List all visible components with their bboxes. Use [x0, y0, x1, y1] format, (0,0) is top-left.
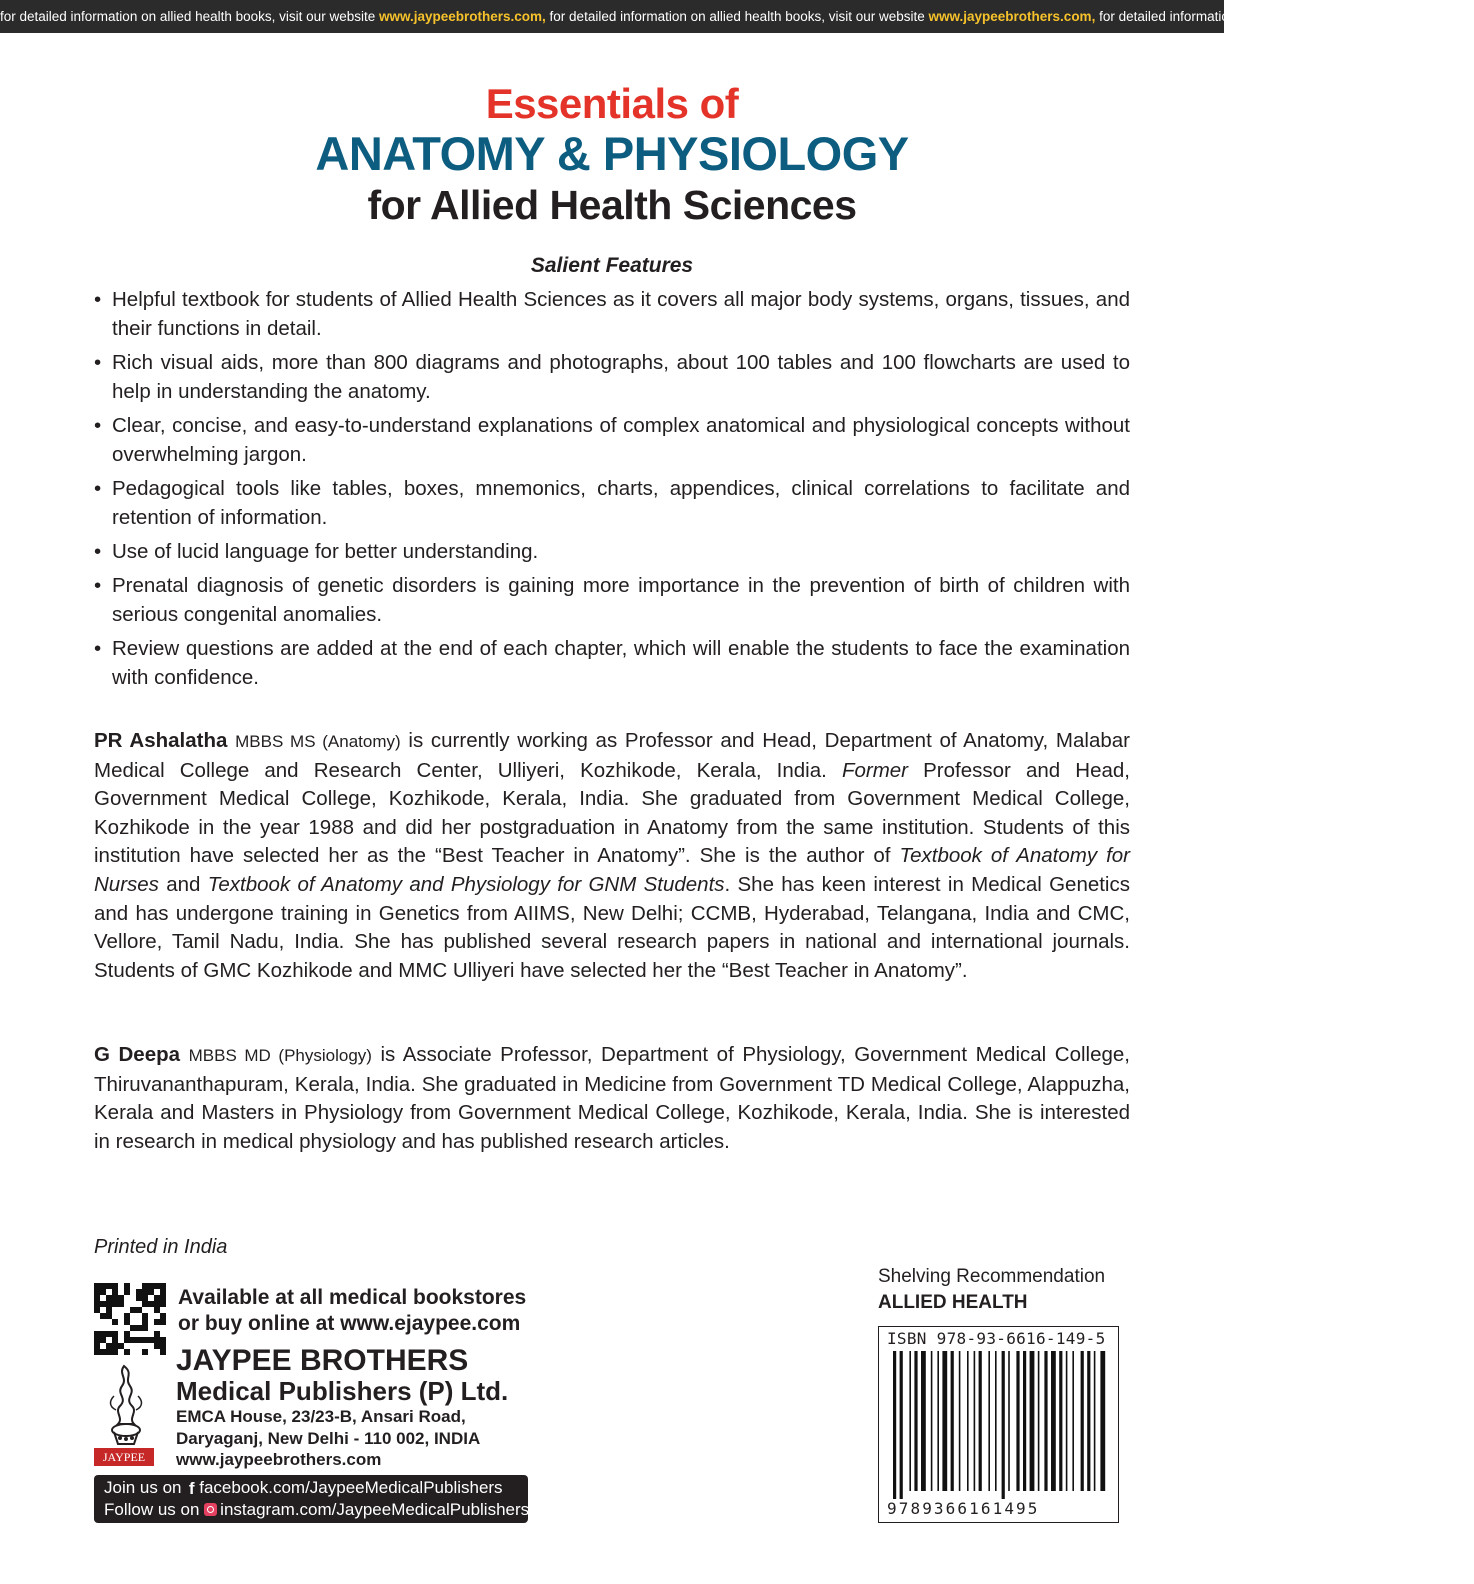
isbn-text: ISBN 978-93-6616-149-5 — [887, 1329, 1106, 1348]
publisher-name: JAYPEE BROTHERS — [176, 1344, 469, 1377]
barcode-bar — [1087, 1351, 1090, 1491]
author-1-degrees: MBBS MS (Anatomy) — [235, 732, 401, 751]
banner-text: for detailed information on allied health books, visit our website — [0, 9, 379, 24]
feature-item: • Review questions are added at the end of each chapter, which will enable the students to face the examination with confidence. — [94, 634, 1130, 692]
author-1-bio — [94, 727, 1130, 985]
availability-line-2: or buy online at www.ejaypee.com — [178, 1312, 521, 1335]
barcode-bar — [979, 1351, 982, 1491]
barcode-bar — [1008, 1351, 1010, 1491]
barcode-icon — [891, 1351, 1108, 1499]
barcode-bar — [967, 1351, 969, 1491]
author-2-bio — [94, 1041, 1130, 1156]
instagram-link[interactable]: instagram.com/JaypeeMedicalPublishers — [220, 1500, 530, 1519]
author-1-bio-text: . She has keen interest in Medical Genetics and has undergone training in Genetics from AIIMS, New Delhi; CCMB, Hyderabad, Telangana, India and CMC, Vellore, Tamil Nadu, India. She has published several research papers in national and international journals. Students of GMC Kozhikode and MMC Ulliyeri have selected her the “Best Teacher in Anatomy”. — [94, 872, 1130, 982]
barcode-bar — [995, 1351, 997, 1491]
barcode-bar — [1030, 1351, 1035, 1491]
author-1-book-2: Textbook of Anatomy and Physiology for GNM Students — [207, 872, 725, 896]
availability-text — [178, 1285, 526, 1337]
feature-item: • Clear, concise, and easy-to-understand explanations of complex anatomical and physiological concepts without overwhelming jargon. — [94, 411, 1130, 469]
banner-website-link[interactable]: www.jaypeebrothers.com, — [378, 9, 546, 24]
barcode-bar — [974, 1351, 976, 1491]
printed-in-india: Printed in India — [94, 1236, 228, 1258]
shelving-value: ALLIED HEALTH — [878, 1292, 1028, 1313]
publisher-website-link[interactable]: www.jaypeebrothers.com — [176, 1450, 382, 1469]
barcode-bar — [988, 1351, 990, 1491]
barcode-bar — [1002, 1351, 1005, 1499]
title-line-2: ANATOMY & PHYSIOLOGY — [315, 127, 909, 180]
banner-website-link[interactable]: www.jaypeebrothers.com, — [928, 9, 1096, 24]
barcode-bar — [937, 1351, 939, 1491]
social-box — [94, 1475, 528, 1523]
shelving-label: Shelving Recommendation — [878, 1266, 1106, 1287]
ean-digits: 9789366161495 — [887, 1499, 1040, 1518]
instagram-row — [104, 1499, 528, 1521]
author-1-bio-text: and — [158, 872, 208, 896]
top-banner — [0, 0, 1474, 33]
facebook-link[interactable]: facebook.com/JaypeeMedicalPublishers — [199, 1478, 503, 1497]
barcode-bar — [1081, 1351, 1084, 1491]
instagram-prefix: Follow us on — [104, 1500, 200, 1519]
barcode-bar — [921, 1351, 926, 1491]
author-1-book-1: Textbook of Anatomy for Nurses — [94, 844, 1131, 896]
barcode-bar — [1059, 1351, 1062, 1491]
instagram-icon — [204, 1503, 217, 1516]
title-line-3: for Allied Health Sciences — [367, 182, 857, 228]
isbn-barcode — [878, 1326, 1119, 1523]
barcode-bar — [959, 1351, 961, 1491]
facebook-prefix: Join us on — [104, 1478, 182, 1497]
author-2-degrees: MBBS MD (Physiology) — [188, 1046, 372, 1065]
author-1-bio-text: is currently working as Professor and Head, Department of Anatomy, Malabar Medical College and Research Center, Ulliyeri, Kozhikode, Kerala, India. — [94, 729, 1130, 782]
publisher-subname: Medical Publishers (P) Ltd. — [176, 1376, 509, 1406]
author-1-former: Former — [841, 758, 909, 782]
author-1-bio-text: Professor and Head, Government Medical College, Kozhikode, Kerala, India. She graduated from Government Medical College, Kozhikode in the year 1988 and did her postgraduation in Anatomy from the same institution. Students of this institution have selected her as the “Best Teacher in Anatomy”. She is the author of — [94, 758, 1130, 868]
feature-item: • Rich visual aids, more than 800 diagrams and photographs, about 100 tables and 100 flowcharts are used to help in understanding the anatomy. — [94, 348, 1130, 406]
facebook-row — [104, 1477, 528, 1499]
banner-text: for detailed information on allied health books, visit our website — [1099, 9, 1474, 24]
publisher-logo-label: JAYPEE — [94, 1448, 154, 1466]
barcode-bar — [951, 1351, 954, 1491]
barcode-bar — [1038, 1351, 1040, 1491]
barcode-bar — [914, 1351, 917, 1491]
author-2-bio-text: is Associate Professor, Department of Physiology, Government Medical College, Thiruvananthapuram, Kerala, India. She graduated in Medicine from Government TD Medical College, Alappuzha, Kerala and Masters in Physiology from Government Medical College, Kozhikode, Kerala, India. She is interested in research in medical physiology and has published research articles. — [94, 1043, 1130, 1153]
barcode-bar — [1072, 1351, 1074, 1491]
barcode-bar — [1094, 1351, 1096, 1491]
address-line-2: Daryaganj, New Delhi - 110 002, INDIA — [176, 1428, 481, 1448]
feature-item: • Use of lucid language for better understanding. — [94, 537, 1130, 566]
banner-text: for detailed information on allied health books, visit our website — [549, 9, 929, 24]
barcode-bar — [1044, 1351, 1047, 1491]
feature-item: • Prenatal diagnosis of genetic disorders is gaining more importance in the prevention of birth of children with serious congenital anomalies. — [94, 571, 1130, 629]
barcode-bar — [1023, 1351, 1026, 1491]
barcode-bar — [893, 1351, 896, 1499]
address-line-1: EMCA House, 23/23-B, Ansari Road, — [176, 1407, 466, 1426]
facebook-icon: f — [188, 1479, 195, 1498]
author-1-name: PR Ashalatha — [94, 729, 228, 752]
salient-features-heading: Salient Features — [530, 254, 694, 277]
barcode-bar — [909, 1351, 911, 1491]
barcode-bar — [900, 1351, 903, 1499]
barcode-bar — [1100, 1351, 1105, 1491]
title-line-1: Essentials of — [485, 80, 739, 127]
features-list — [94, 285, 1130, 697]
barcode-bar — [1016, 1351, 1019, 1491]
availability-line-1: Available at all medical bookstores — [178, 1286, 527, 1309]
qr-code-icon — [94, 1283, 166, 1355]
publisher-address — [176, 1406, 480, 1471]
author-2-name: G Deepa — [94, 1043, 181, 1066]
barcode-bar — [942, 1351, 947, 1491]
barcode-bar — [931, 1351, 933, 1491]
feature-item: • Pedagogical tools like tables, boxes, mnemonics, charts, appendices, clinical correlations to facilitate and retention of information. — [94, 474, 1130, 532]
barcode-bar — [1051, 1351, 1056, 1491]
barcode-bar — [1066, 1351, 1068, 1491]
feature-item: • Helpful textbook for students of Allied Health Sciences as it covers all major body systems, organs, tissues, and their functions in detail. — [94, 285, 1130, 343]
